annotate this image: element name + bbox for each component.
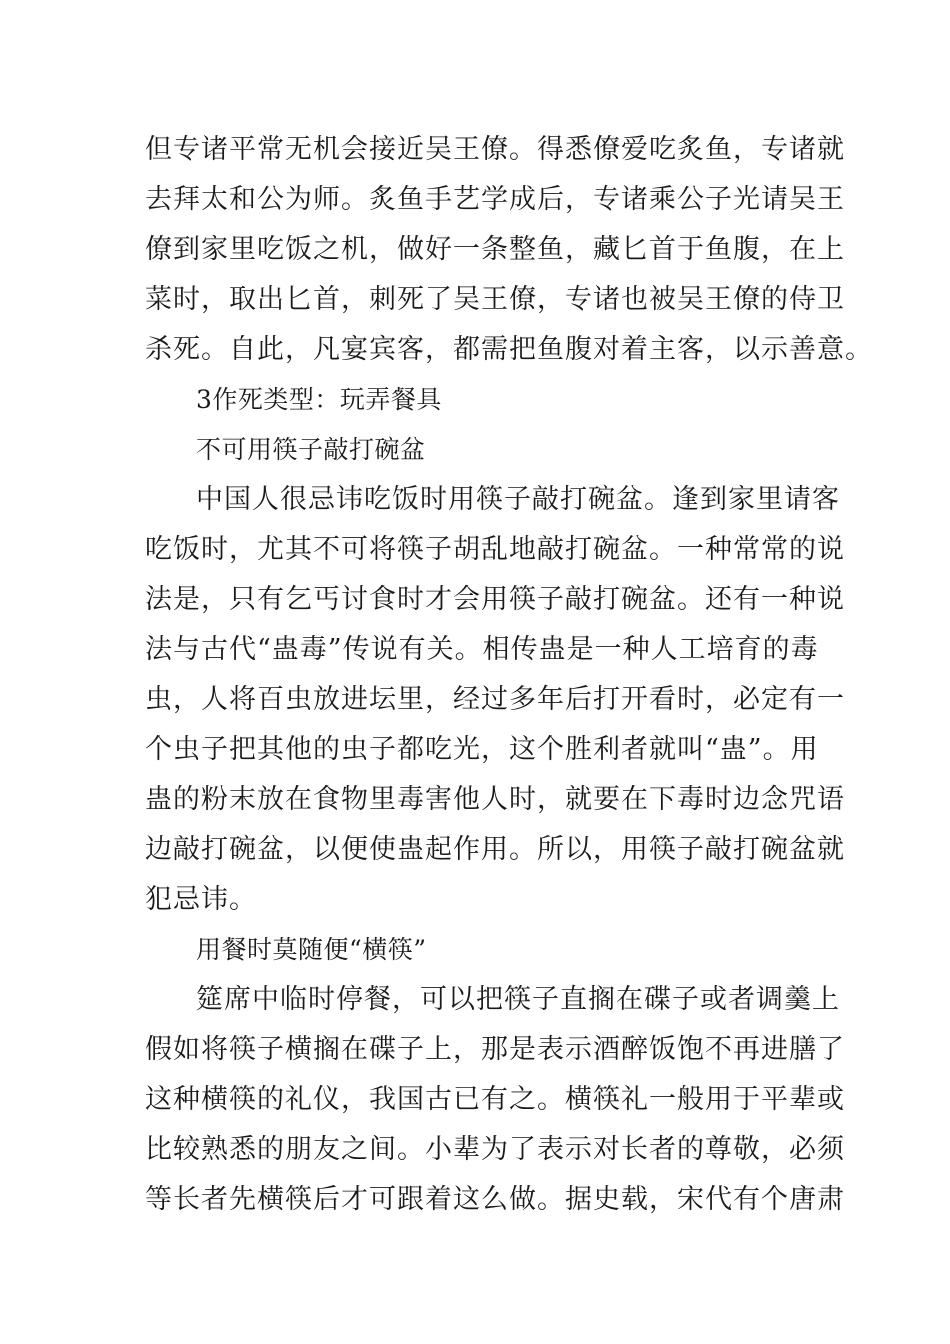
text-line: 僚到家里吃饭之机，做好一条整鱼，藏匕首于鱼腹，在上 — [145, 234, 845, 265]
subsection-heading: 不可用筷子敲打碗盆 — [196, 435, 426, 464]
text-line: 比较熟悉的朋友之间。小辈为了表示对长者的尊敬，必须 — [145, 1134, 845, 1165]
text-line: 等长者先横筷后才可跟着这么做。据史载，宋代有个唐肃 — [145, 1184, 845, 1215]
text-line: 个虫子把其他的虫子都吃光，这个胜利者就叫“蛊”。用 — [145, 734, 819, 765]
subsection-heading: 用餐时莫随便“横筷” — [196, 935, 427, 964]
text-line: 吃饭时，尤其不可将筷子胡乱地敲打碗盆。一种常常的说 — [145, 534, 845, 565]
text-line: 法与古代“蛊毒”传说有关。相传蛊是一种人工培育的毒 — [145, 634, 819, 665]
text-line: 这种横筷的礼仪，我国古已有之。横筷礼一般用于平辈或 — [145, 1084, 845, 1115]
text-line: 去拜太和公为师。炙鱼手艺学成后，专诸乘公子光请吴王 — [145, 184, 845, 215]
section-heading: 3作死类型：玩弄餐具 — [196, 385, 442, 414]
text-line: 菜时，取出匕首，刺死了吴王僚，专诸也被吴王僚的侍卫 — [145, 284, 845, 315]
text-line: 但专诸平常无机会接近吴王僚。得悉僚爱吃炙鱼，专诸就 — [145, 134, 845, 165]
text-line: 虫，人将百虫放进坛里，经过多年后打开看时，必定有一 — [145, 684, 845, 715]
text-line: 法是，只有乞丐讨食时才会用筷子敲打碗盆。还有一种说 — [145, 584, 845, 615]
text-line: 边敲打碗盆，以便使蛊起作用。所以，用筷子敲打碗盆就 — [145, 834, 845, 865]
paragraph-first-line: 中国人很忌讳吃饭时用筷子敲打碗盆。逢到家里请客 — [196, 484, 840, 515]
text-line: 杀死。自此，凡宴宾客，都需把鱼腹对着主客，以示善意。 — [145, 334, 873, 365]
text-line: 犯忌讳。 — [145, 884, 257, 915]
text-line: 假如将筷子横搁在碟子上，那是表示酒醉饭饱不再进膳了 — [145, 1034, 845, 1065]
paragraph-first-line: 筵席中临时停餐，可以把筷子直搁在碟子或者调羹上 — [196, 984, 840, 1015]
text-line: 蛊的粉末放在食物里毒害他人时，就要在下毒时边念咒语 — [145, 784, 845, 815]
